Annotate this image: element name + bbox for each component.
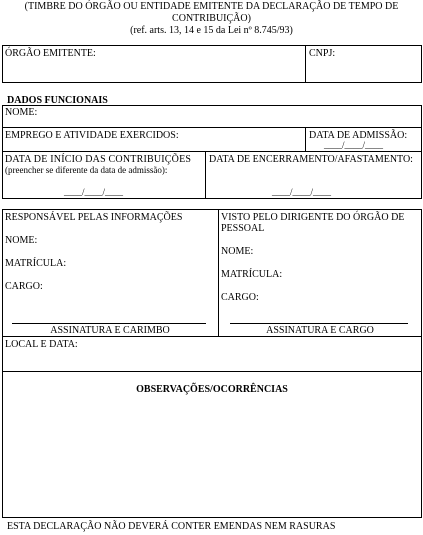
row-divider-2: [2, 151, 422, 152]
header-line-3: (ref. arts. 13, 14 e 15 da Lei nº 8.745/93): [130, 25, 293, 36]
dados-funcionais-box: [2, 105, 422, 199]
dados-funcionais-title: DADOS FUNCIONAIS: [7, 95, 108, 106]
data-admissao-label: DATA DE ADMISSÃO:: [309, 130, 408, 141]
nome-field[interactable]: NOME:: [5, 107, 38, 118]
orgao-cnpj-divider: [305, 45, 306, 83]
header-line-2: CONTRIBUIÇÃO): [172, 13, 251, 24]
visto-title-line-1: VISTO PELO DIRIGENTE DO ÓRGÃO DE: [221, 212, 405, 223]
emprego-atividade-field[interactable]: EMPREGO E ATIVIDADE EXERCIDOS:: [5, 130, 179, 141]
visto-assinatura-label: ASSINATURA E CARGO: [266, 325, 374, 336]
assinaturas-divider: [218, 209, 219, 337]
inicio-encerramento-divider: [205, 151, 206, 199]
local-divider: [2, 371, 422, 372]
header-line-1: (TIMBRE DO ÓRGÃO OU ENTIDADE EMITENTE DA DECLARAÇÃO DE TEMPO DE: [24, 1, 399, 12]
cnpj-field[interactable]: CNPJ:: [309, 48, 336, 59]
data-inicio-field[interactable]: ____/____/____: [64, 187, 124, 197]
visto-title-line-2: PESSOAL: [221, 223, 265, 234]
assinaturas-box: [2, 209, 422, 337]
data-encerramento-field[interactable]: ____/____/____: [272, 187, 332, 197]
visto-matricula-field[interactable]: MATRÍCULA:: [221, 269, 283, 280]
data-inicio-note: (preencher se diferente da data de admissão):: [5, 165, 168, 175]
footer-note: ESTA DECLARAÇÃO NÃO DEVERÁ CONTER EMENDAS NEM RASURAS: [7, 521, 336, 532]
responsavel-signature-line[interactable]: [12, 323, 206, 324]
data-inicio-label: DATA DE INÍCIO DAS CONTRIBUIÇÕES: [5, 154, 192, 165]
data-admissao-field[interactable]: ____/____/____: [324, 140, 384, 150]
responsavel-nome-field[interactable]: NOME:: [5, 235, 38, 246]
local-data-field[interactable]: LOCAL E DATA:: [5, 339, 78, 350]
admissao-divider: [305, 127, 306, 151]
orgao-emitente-field[interactable]: ÓRGÃO EMITENTE:: [5, 48, 96, 59]
responsavel-title: RESPONSÁVEL PELAS INFORMAÇÕES: [5, 212, 183, 223]
document-header: [0, 1, 423, 37]
visto-signature-line[interactable]: [230, 323, 408, 324]
observacoes-area[interactable]: [4, 398, 420, 516]
responsavel-matricula-field[interactable]: MATRÍCULA:: [5, 258, 67, 269]
data-encerramento-label: DATA DE ENCERRAMENTO/AFASTAMENTO:: [209, 154, 413, 165]
visto-cargo-field[interactable]: CARGO:: [221, 292, 259, 303]
responsavel-cargo-field[interactable]: CARGO:: [5, 281, 43, 292]
row-divider-1: [2, 127, 422, 128]
responsavel-assinatura-label: ASSINATURA E CARIMBO: [50, 325, 170, 336]
visto-nome-field[interactable]: NOME:: [221, 246, 254, 257]
observacoes-title: OBSERVAÇÕES/OCORRÊNCIAS: [136, 384, 288, 395]
